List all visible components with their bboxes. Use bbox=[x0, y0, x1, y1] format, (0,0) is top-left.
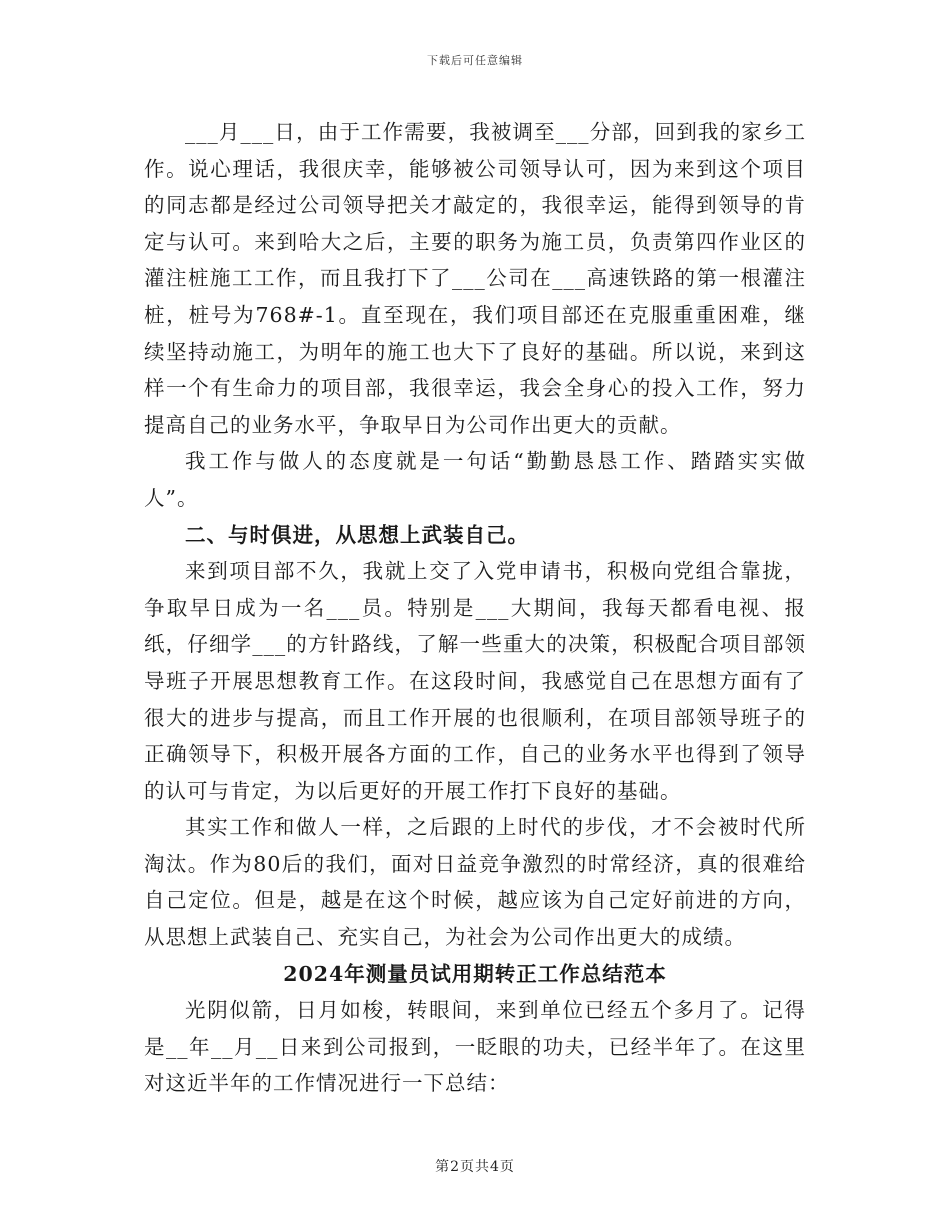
document-title: 2024年测量员试用期转正工作总结范本 bbox=[283, 961, 667, 986]
page-number: 第2页共4页 bbox=[435, 1159, 515, 1175]
document-body bbox=[144, 114, 806, 1102]
section-heading-2: 二、与时俱进，从思想上武装自己。 bbox=[185, 522, 529, 547]
paragraph-attitude: 我工作与做人的态度就是一句话“勤勤恳恳工作、踏踏实实做人”。 bbox=[144, 449, 806, 510]
paragraph-transfer: ___月___日，由于工作需要，我被调至___分部，回到我的家乡工作。说心理话，我很庆幸，能够被公司领导认可，因为来到这个项目的同志都是经过公司领导把关才敲定的，我很幸运，能得到领导的肯定与认可。来到哈大之后，主要的职务为施工员，负责第四作业区的灌注桩施工工作，而且我打下了___公司在___高速铁路的第一根灌注桩，桩号为768#-1。直至现在，我们项目部还在克服重重困难，继续坚持动施工，为明年的施工也大下了良好的基础。所以说，来到这样一个有生命力的项目部，我很幸运，我会全身心的投入工作，努力提高自己的业务水平，争取早日为公司作出更大的贡献。 bbox=[144, 120, 806, 437]
paragraph-keep-pace: 其实工作和做人一样，之后跟的上时代的步伐，才不会被时代所淘汰。作为80后的我们，面对日益竞争激烈的时常经济，真的很难给自己定位。但是，越是在这个时候，越应该为自己定好前进的方向，从思想上武装自己、充实自己，为社会为公司作出更大的成绩。 bbox=[144, 815, 806, 950]
paragraph-party-application: 来到项目部不久，我就上交了入党申请书，积极向党组合靠拢，争取早日成为一名___员。特别是___大期间，我每天都看电视、报纸，仔细学___的方针路线，了解一些重大的决策，积极配合项目部领导班子开展思想教育工作。在这段时间，我感觉自己在思想方面有了很大的进步与提高，而且工作开展的也很顺利，在项目部领导班子的正确领导下，积极开展各方面的工作，自己的业务水平也得到了领导的认可与肯定，为以后更好的开展工作打下良好的基础。 bbox=[144, 559, 806, 803]
paragraph-intro: 光阴似箭，日月如梭，转眼间，来到单位已经五个多月了。记得是__年__月__日来到公司报到，一眨眼的功夫，已经半年了。在这里对这近半年的工作情况进行一下总结： bbox=[144, 998, 806, 1096]
page-header-note: 下载后可任意编辑 bbox=[427, 54, 523, 67]
